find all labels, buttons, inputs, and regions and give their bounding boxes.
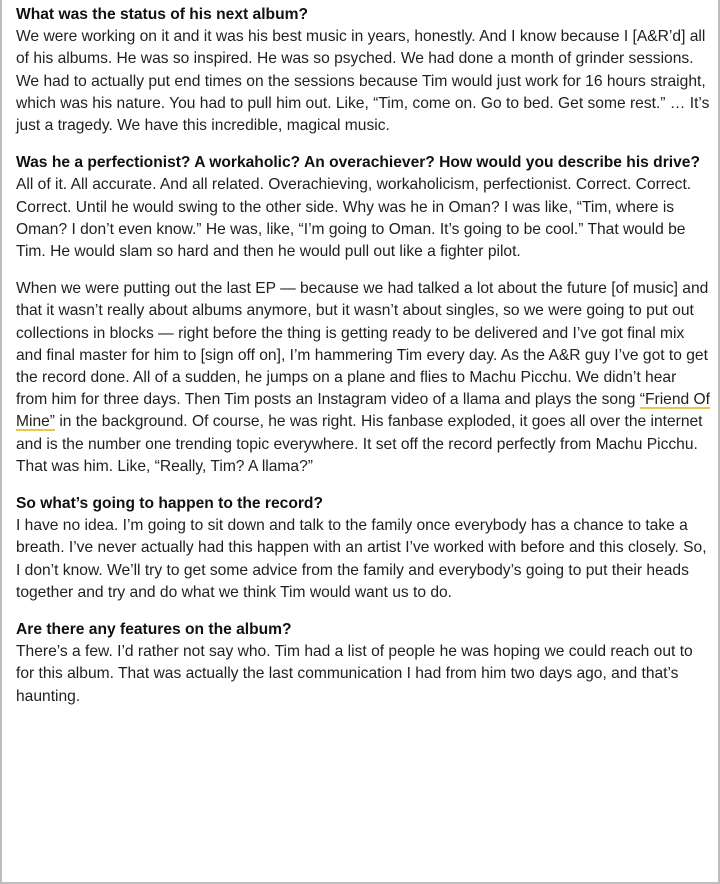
question-heading: So what’s going to happen to the record? bbox=[16, 495, 323, 513]
ep-story-text-before: When we were putting out the last EP — because we had talked a lot about the future [of music] and that it wasn’t really about albums anymore, but it wasn’t about singles, so we were going to put out collections in blocks — right before the thing is getting ready to be delivered and I’ve got final mix and final master for him to [sign off on], I’m hammering Tim every day. As the A&R guy I’ve got to get the record done. All of a sudden, he jumps on a plane and flies to Machu Picchu. We didn’t hear from him for three days. Then Tim posts an Instagram video of a llama and plays the song bbox=[16, 280, 709, 409]
qa-section-record-future bbox=[16, 493, 710, 604]
qa-section-features bbox=[16, 619, 710, 708]
answer-paragraph: All of it. All accurate. And all related. Overachieving, workaholicism, perfectionist. Correct. Correct. Correct. Until he would swing to the other side. Why was he in Oman? I was like, “Tim, where is Oman? I don’t even know.” He was, like, “I’m going to Oman. It’s going to be cool.” That would be Tim. He would slam so hard and then he would pull out like a fighter pilot. bbox=[16, 176, 692, 261]
friend-of-mine-link[interactable]: “Friend Of Mine” bbox=[16, 391, 710, 431]
question-heading: Are there any features on the album? bbox=[16, 621, 292, 639]
question-heading: What was the status of his next album? bbox=[16, 6, 308, 23]
ep-story-paragraph bbox=[16, 278, 710, 478]
answer-paragraph: We were working on it and it was his best music in years, honestly. And I know because I [A&R’d] all of his albums. He was so inspired. He was so psyched. We had done a month of grinder sessions. We had to actually put end times on the sessions because Tim would just work for 16 hours straight, which was his nature. You had to pull him out. Like, “Tim, come on. Go to bed. Get some rest.” … It’s just a tragedy. We have this incredible, magical music. bbox=[16, 28, 710, 135]
question-heading: Was he a perfectionist? A workaholic? An overachiever? How would you describe his drive? bbox=[16, 154, 700, 172]
answer-paragraph: I have no idea. I’m going to sit down and talk to the family once everybody has a chance to take a breath. I’ve never actually had this happen with an artist I’ve worked with before and this closely. So, I don’t know. We’ll try to get some advice from the family and everybody’s going to put their heads together and try and do what we think Tim would want us to do. bbox=[16, 517, 707, 601]
qa-section-next-album bbox=[16, 4, 710, 137]
ep-story-text-after: in the background. Of course, he was right. His fanbase exploded, it goes all over the internet and is the number one trending topic everywhere. It set off the record perfectly from Machu Picchu. That was him. Like, “Really, Tim? A llama?” bbox=[16, 413, 703, 475]
qa-section-perfectionist bbox=[16, 152, 710, 263]
answer-paragraph: There’s a few. I’d rather not say who. Tim had a list of people he was hoping we could reach out to for this album. That was actually the last communication I had from him two days ago, and that’s haunting. bbox=[16, 643, 693, 705]
